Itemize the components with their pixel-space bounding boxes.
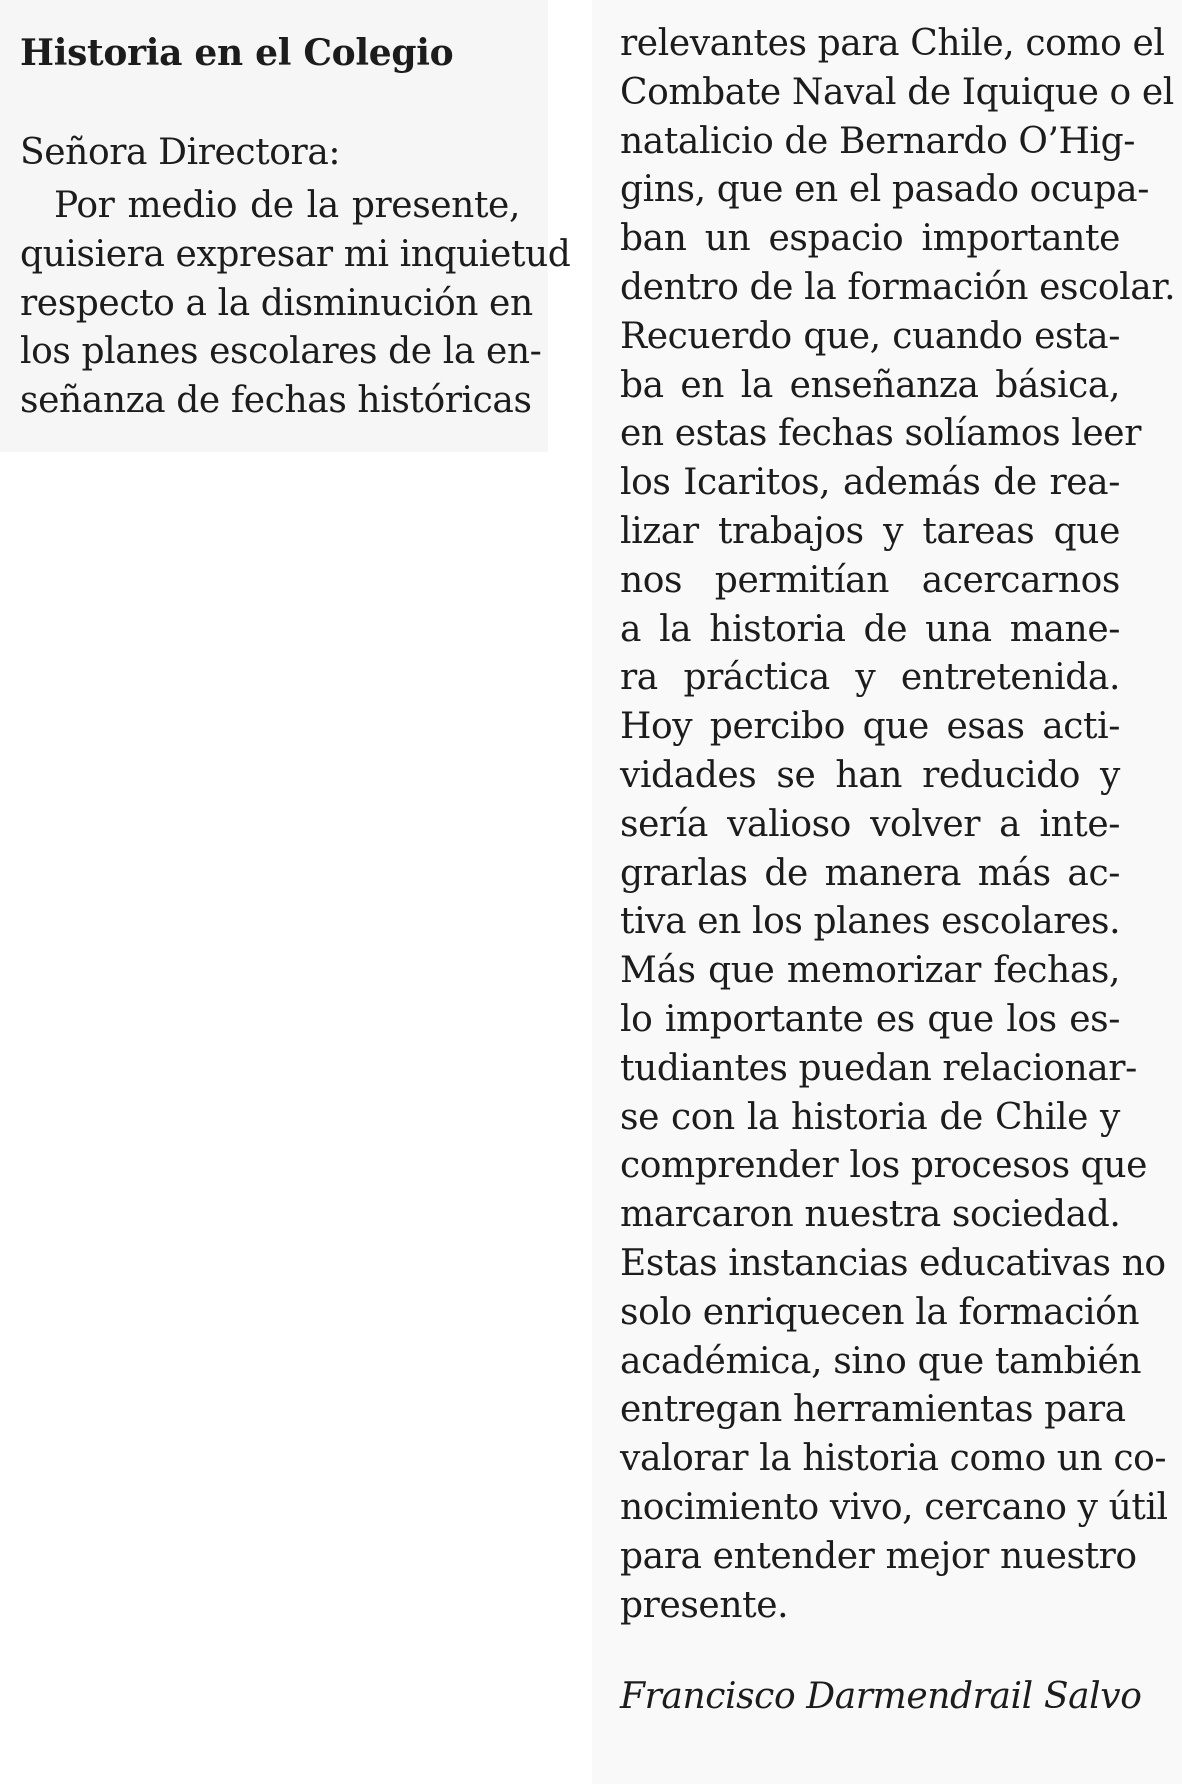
body-line: gins, que en el pasado ocupa- [620, 169, 1149, 211]
body-line: lo importante es que los es- [620, 998, 1120, 1040]
body-line: entregan herramientas para [620, 1389, 1126, 1431]
body-line: se con la historia de Chile y [620, 1096, 1120, 1138]
body-line: los Icaritos, además de rea- [620, 462, 1120, 504]
body-line: vidades se han reducido y [620, 754, 1120, 796]
body-line: académica, sino que también [620, 1340, 1142, 1382]
body-line: Estas instancias educativas no [620, 1242, 1166, 1284]
body-line: señanza de fechas históricas [20, 380, 532, 422]
body-line: grarlas de manera más ac- [620, 852, 1120, 894]
body-line: nos permitían acercarnos [620, 559, 1120, 601]
body-line: marcaron nuestra sociedad. [620, 1194, 1121, 1236]
body-line: Combate Naval de Iquique o el [620, 71, 1174, 113]
body-line: solo enriquecen la formación [620, 1291, 1140, 1333]
body-line: ra práctica y entretenida. [620, 657, 1120, 699]
letter-title: Historia en el Colegio [20, 32, 454, 74]
body-line: Recuerdo que, cuando esta- [620, 315, 1120, 357]
right-column-text [620, 20, 1176, 1630]
body-line: Hoy percibo que esas acti- [620, 706, 1120, 748]
body-line: en estas fechas solíamos leer [620, 413, 1142, 455]
body-line: para entender mejor nuestro [620, 1535, 1137, 1577]
body-line: los planes escolares de la en- [20, 331, 542, 373]
body-line: comprender los procesos que [620, 1145, 1148, 1187]
body-line: dentro de la formación escolar. [620, 266, 1176, 308]
body-line: valorar la historia como un co- [620, 1438, 1167, 1480]
body-line: tiva en los planes escolares. [620, 901, 1121, 943]
body-line: sería valioso volver a inte- [620, 803, 1120, 845]
body-line: respecto a la disminución en [20, 282, 533, 324]
body-line: tudiantes puedan relacionar- [620, 1047, 1137, 1089]
signature: Francisco Darmendrail Salvo [620, 1676, 1142, 1717]
left-column-text [20, 182, 571, 426]
body-line: lizar trabajos y tareas que [620, 510, 1120, 552]
salutation: Señora Directora: [20, 132, 341, 173]
body-line: Por medio de la presente, [54, 185, 520, 226]
body-line: a la historia de una mane- [620, 608, 1120, 650]
body-line: nocimiento vivo, cercano y útil [620, 1486, 1168, 1528]
body-line: Más que memorizar fechas, [620, 950, 1120, 992]
body-line: relevantes para Chile, como el [620, 23, 1165, 64]
body-line: ban un espacio importante [620, 218, 1120, 260]
body-line: ba en la enseñanza básica, [620, 364, 1120, 406]
body-line: quisiera expresar mi inquietud [20, 233, 571, 275]
body-line: natalicio de Bernardo O’Hig- [620, 120, 1136, 162]
body-line: presente. [620, 1584, 789, 1626]
